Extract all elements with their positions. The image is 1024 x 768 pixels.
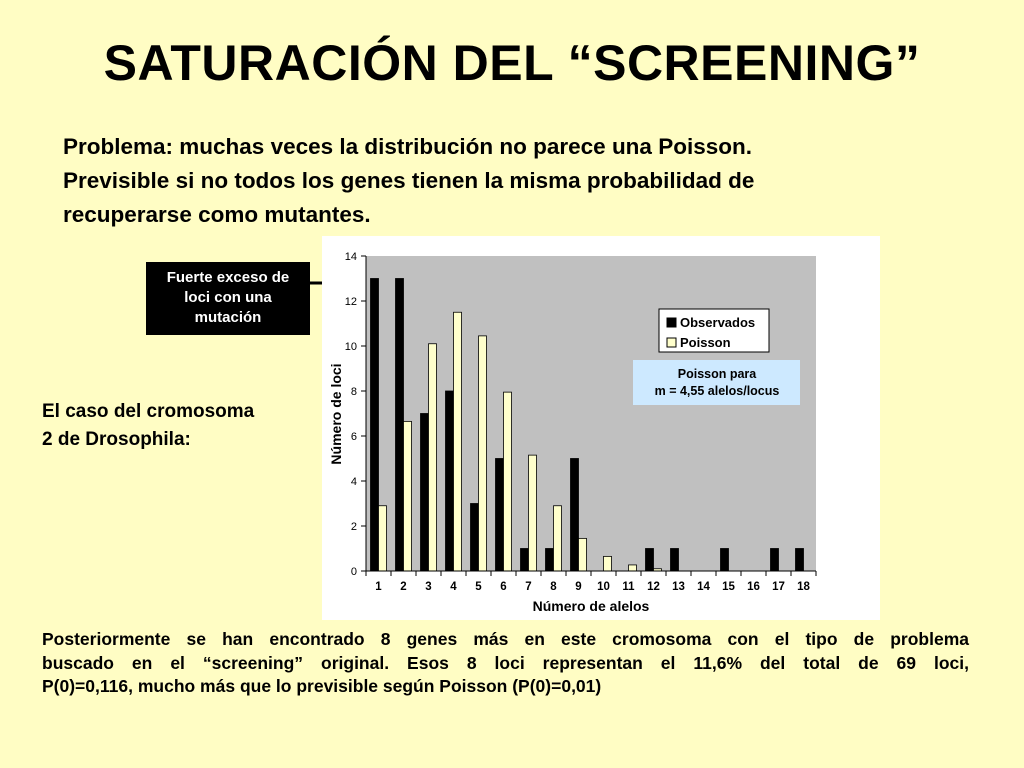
bar-poisson-7 bbox=[529, 455, 537, 571]
y-tick-label: 12 bbox=[344, 296, 357, 308]
x-tick-label: 2 bbox=[400, 581, 407, 593]
bar-poisson-3 bbox=[429, 344, 437, 571]
bar-poisson-1 bbox=[379, 506, 387, 571]
bar-poisson-2 bbox=[404, 421, 412, 571]
legend-label-poisson: Poisson bbox=[680, 335, 731, 350]
x-tick-label: 7 bbox=[525, 581, 532, 593]
legend-swatch-observados bbox=[667, 318, 676, 327]
x-tick-label: 18 bbox=[797, 581, 810, 593]
bar-poisson-10 bbox=[604, 556, 612, 571]
annotation-line: Fuerte exceso de bbox=[166, 269, 290, 286]
problem-line: recuperarse como mutantes. bbox=[63, 202, 371, 227]
x-tick-label: 12 bbox=[647, 581, 660, 593]
x-tick-label: 3 bbox=[425, 581, 432, 593]
footer-line: buscado en el “screening” original. Esos 8 loci representan el 11,6% del total de 69 loci, bbox=[42, 652, 969, 673]
chart-annotation-line: m = 4,55 alelos/locus bbox=[654, 384, 780, 398]
y-tick-label: 0 bbox=[350, 566, 357, 578]
legend-label-observados: Observados bbox=[680, 315, 756, 330]
x-tick-label: 9 bbox=[575, 581, 582, 593]
bar-observados-8 bbox=[546, 549, 554, 572]
bar-observados-5 bbox=[471, 504, 479, 572]
bar-observados-9 bbox=[571, 459, 579, 572]
x-tick-label: 15 bbox=[722, 581, 735, 593]
legend bbox=[659, 309, 769, 352]
bar-poisson-11 bbox=[629, 565, 637, 571]
slide-title: SATURACIÓN DEL “SCREENING” bbox=[103, 35, 921, 91]
x-tick-label: 6 bbox=[500, 581, 507, 593]
x-tick-label: 14 bbox=[697, 581, 710, 593]
bar-observados-4 bbox=[446, 391, 454, 571]
x-tick-label: 16 bbox=[747, 581, 760, 593]
bar-observados-3 bbox=[421, 414, 429, 572]
x-tick-label: 11 bbox=[622, 581, 635, 593]
bar-observados-7 bbox=[521, 549, 529, 572]
footer-line: P(0)=0,116, mucho más que lo previsible según Poisson (P(0)=0,01) bbox=[42, 676, 602, 696]
x-axis-label: Número de alelos bbox=[532, 598, 650, 614]
bar-observados-17 bbox=[771, 549, 779, 572]
y-tick-label: 10 bbox=[344, 341, 357, 353]
annotation-box bbox=[146, 262, 310, 335]
bar-poisson-4 bbox=[454, 312, 462, 571]
bar-observados-1 bbox=[371, 279, 379, 572]
y-tick-label: 2 bbox=[350, 521, 357, 533]
y-tick-label: 6 bbox=[350, 431, 357, 443]
x-tick-label: 1 bbox=[375, 581, 382, 593]
bar-observados-2 bbox=[396, 279, 404, 572]
bar-poisson-6 bbox=[504, 392, 512, 571]
annotation-line: loci con una bbox=[184, 289, 272, 306]
bar-observados-6 bbox=[496, 459, 504, 572]
bar-observados-15 bbox=[721, 549, 729, 572]
bar-chart bbox=[322, 236, 880, 620]
case-line: El caso del cromosoma bbox=[42, 401, 255, 422]
bar-observados-12 bbox=[646, 549, 654, 572]
y-tick-label: 4 bbox=[350, 476, 357, 488]
case-label bbox=[42, 398, 312, 454]
x-tick-label: 10 bbox=[597, 581, 610, 593]
y-tick-label: 8 bbox=[350, 386, 357, 398]
footer-line: Posteriormente se han encontrado 8 genes más en este cromosoma con el tipo de problema bbox=[42, 629, 969, 649]
x-tick-label: 13 bbox=[672, 581, 685, 593]
y-axis-label: Número de loci bbox=[328, 363, 344, 465]
chart-annotation-line: Poisson para bbox=[677, 367, 757, 381]
problem-line: Problema: muchas veces la distribución no parece una Poisson. bbox=[63, 134, 752, 159]
annotation-line: mutación bbox=[194, 309, 262, 326]
y-tick-label: 14 bbox=[344, 251, 357, 263]
chart-annotation bbox=[633, 360, 800, 405]
problem-line: Previsible si no todos los genes tienen la misma probabilidad de bbox=[63, 168, 755, 193]
bar-poisson-5 bbox=[479, 336, 487, 571]
bar-poisson-9 bbox=[579, 538, 587, 571]
legend-swatch-poisson bbox=[667, 338, 676, 347]
bar-observados-13 bbox=[671, 549, 679, 572]
x-tick-label: 8 bbox=[550, 581, 557, 593]
bar-poisson-8 bbox=[554, 506, 562, 571]
bar-observados-18 bbox=[796, 549, 804, 572]
case-line: 2 de Drosophila: bbox=[42, 429, 191, 450]
x-tick-label: 17 bbox=[772, 581, 785, 593]
x-tick-label: 5 bbox=[475, 581, 482, 593]
problem-text bbox=[63, 130, 963, 232]
x-tick-label: 4 bbox=[450, 581, 457, 593]
footer-text bbox=[42, 628, 969, 699]
